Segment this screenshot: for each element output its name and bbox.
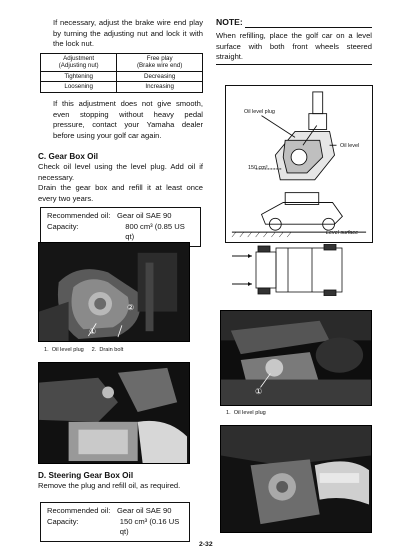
page-number: 2-32 <box>199 541 213 548</box>
steering-heading: D. Steering Gear Box Oil <box>38 471 134 480</box>
table-cell: Increasing <box>117 82 203 92</box>
gearbox-heading: C. Gear Box Oil <box>38 152 99 161</box>
spec-capacity-label: Capacity: <box>47 221 79 231</box>
steering-text: Remove the plug and refill oil, as required. <box>38 481 181 490</box>
callout-1: ① <box>89 327 97 336</box>
callout-1: ① <box>255 387 263 396</box>
spec-capacity-label: Capacity: <box>47 516 79 526</box>
spec-capacity-value: 150 cm³ (0.16 US qt) <box>119 516 180 536</box>
golf-car-topview-diagram <box>228 244 368 296</box>
table-cell: Tightening <box>41 71 117 81</box>
gearbox-spec-box <box>40 207 201 247</box>
steering-plug-photo <box>220 310 372 406</box>
spec-capacity-value: 800 cm³ (0.85 US qt) <box>125 221 185 241</box>
spec-oil-value: Gear oil SAE 90 <box>117 506 172 515</box>
gearbox-photo-caption: 1. Oil level plug 2. Drain bolt <box>44 347 124 353</box>
table-header-free-play: Free play (Brake wire end) <box>117 54 203 72</box>
label-oil-level: Oil level <box>340 143 360 149</box>
spec-oil-value: Gear oil SAE 90 <box>117 211 172 220</box>
table-row <box>41 82 203 92</box>
note-top-rule <box>245 27 372 28</box>
table-row <box>41 71 203 81</box>
steering-photo-caption: 1. Oil level plug <box>226 410 266 416</box>
callout-2: ② <box>127 303 135 312</box>
steering-gearbox-photo <box>38 362 190 464</box>
spec-oil-label: Recommended oil: <box>47 506 111 515</box>
steering-spec-box <box>40 502 190 542</box>
note-title: NOTE: <box>216 17 243 27</box>
note-text: When refilling, place the golf car on a level surface with both front wheels steered straight. <box>216 31 372 62</box>
table-header-adjustment: Adjustment (Adjusting nut) <box>41 54 117 72</box>
label-capacity: 150 cm³ <box>248 165 268 171</box>
steering-refill-photo <box>220 425 372 533</box>
adjustment-table <box>40 53 203 93</box>
table-cell: Loosening <box>41 82 117 92</box>
table-cell: Decreasing <box>117 71 203 81</box>
label-oil-level-plug: Oil level plug <box>244 109 275 115</box>
steering-gearbox-diagram <box>225 85 373 243</box>
gearbox-text: Check oil level using the level plug. Add oil if necessary. Drain the gear box and refill it at least once every two years. <box>38 162 203 203</box>
label-level-surface: Level surface <box>326 230 359 236</box>
spec-oil-label: Recommended oil: <box>47 211 111 220</box>
note-bottom-rule <box>216 64 372 65</box>
brake-adjust-intro: If necessary, adjust the brake wire end play by turning the adjusting nut and lock it with the lock nut. <box>53 18 203 49</box>
gearbox-photo <box>38 242 190 342</box>
brake-advice-text: If this adjustment does not give smooth, even stopping without heavy pedal pressure, contact your Yamaha dealer before using your golf car again. <box>53 99 203 140</box>
